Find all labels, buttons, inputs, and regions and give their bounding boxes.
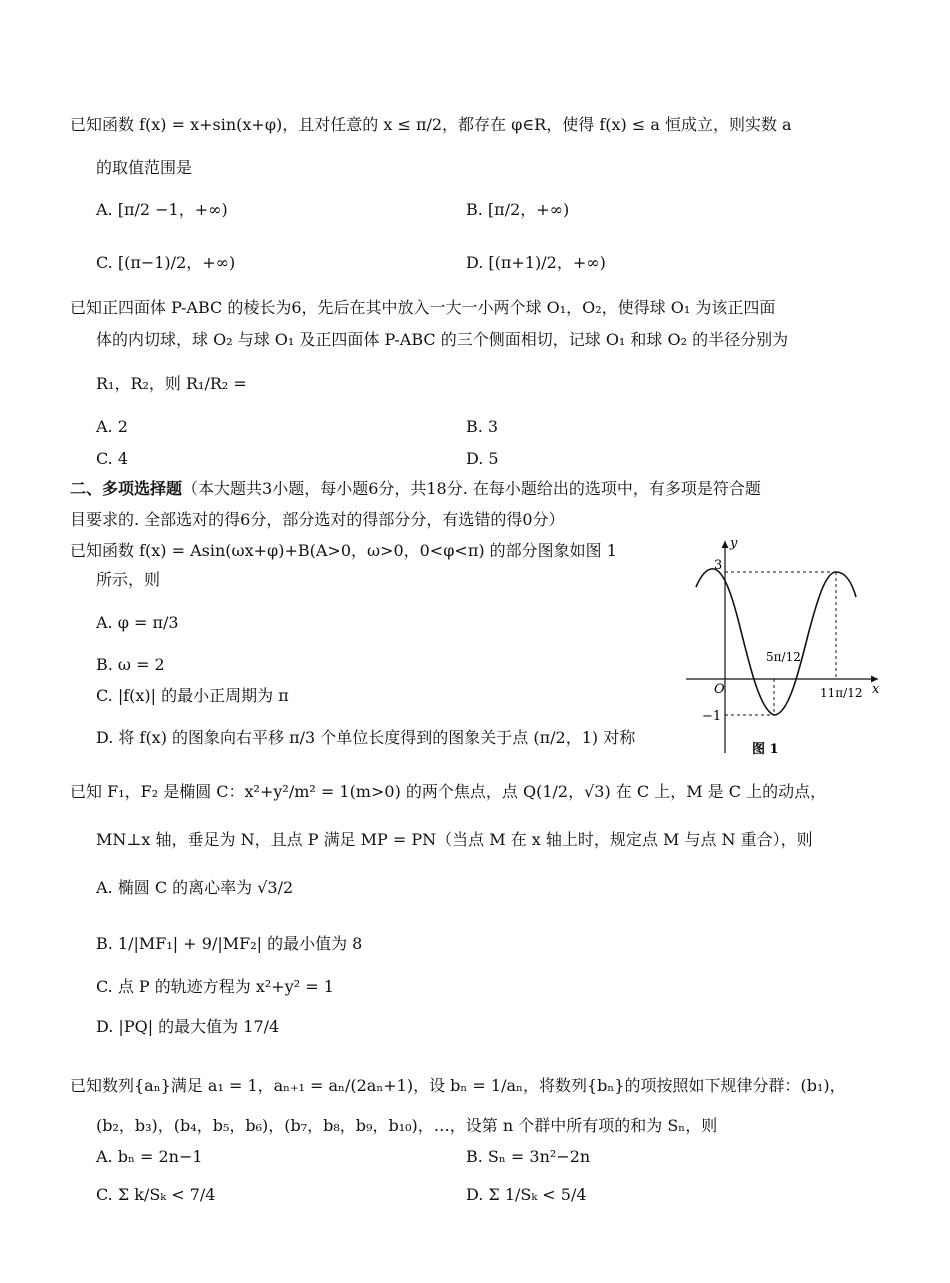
q10-option-b: B. 1/|MF₁| + 9/|MF₂| 的最小值为 8 [96,934,363,953]
y-axis-label: y [730,536,738,551]
y-min-label: −1 [702,709,722,724]
q7-option-d: D. [(π+1)/2，+∞) [466,253,606,272]
figure-1-graph [680,535,890,765]
q11-stem-line2: (b₂，b₃)，(b₄，b₅，b₆)，(b₇，b₈，b₉，b₁₀)，…，设第 n 个群中所有项的和为 Sₙ，则 [96,1116,718,1135]
q8-option-d: D. 5 [466,449,499,468]
q11-stem-line1: 已知数列{aₙ}满足 a₁ = 1，aₙ₊₁ = aₙ/(2aₙ+1)，设 bₙ = 1/aₙ，将数列{bₙ}的项按照如下规律分群：(b₁)， [70,1076,846,1095]
q10-option-c: C. 点 P 的轨迹方程为 x²+y² = 1 [96,977,334,996]
x-axis-label: x [872,682,880,697]
x-mark-5pi-12: 5π/12 [766,650,801,664]
q10-option-a: A. 椭圆 C 的离心率为 √3/2 [96,878,294,897]
q8-stem-line1: 已知正四面体 P-ABC 的棱长为6，先后在其中放入一大一小两个球 O₁，O₂，使得球 O₁ 为该正四面 [70,298,776,317]
q10-stem-line1: 已知 F₁，F₂ 是椭圆 C：x²+y²/m² = 1(m>0) 的两个焦点，点 Q(1/2，√3) 在 C 上，M 是 C 上的动点， [70,782,827,801]
q8-stem-line3: R₁，R₂，则 R₁/R₂ = [96,374,247,393]
q9-option-b: B. ω = 2 [96,655,165,674]
q9-stem-line1: 已知函数 f(x) = Asin(ωx+φ)+B(A>0，ω>0，0<φ<π) 的部分图象如图 1 [70,541,617,560]
q8-option-b: B. 3 [466,417,499,436]
q10-stem-line2: MN⊥x 轴，垂足为 N，且点 P 满足 MP = PN（当点 M 在 x 轴上时，规定点 M 与点 N 重合），则 [96,830,813,849]
q7-stem-line2: 的取值范围是 [96,158,193,177]
q9-option-a: A. φ = π/3 [96,613,179,632]
q9-stem-line2: 所示，则 [96,570,161,589]
section2-header [70,479,761,498]
q9-option-c: C. |f(x)| 的最小正周期为 π [96,686,289,705]
section2-desc-line1: （本大题共3小题，每小题6分，共18分. 在每小题给出的选项中，有多项是符合题 [182,479,761,498]
q7-stem-line1: 已知函数 f(x) = x+sin(x+φ)，且对任意的 x ≤ π/2，都存在 φ∈R，使得 f(x) ≤ a 恒成立，则实数 a [70,115,792,134]
q8-option-c: C. 4 [96,449,129,468]
q10-option-d: D. |PQ| 的最大值为 17/4 [96,1017,280,1036]
q8-stem-line2: 体的内切球，球 O₂ 与球 O₁ 及正四面体 P-ABC 的三个侧面相切，记球 O₁ 和球 O₂ 的半径分别为 [96,330,789,349]
q11-option-c: C. Σ k/Sₖ < 7/4 [96,1185,216,1204]
q7-option-b: B. [π/2，+∞) [466,200,570,219]
y-max-label: 3 [714,558,723,573]
q11-option-a: A. bₙ = 2n−1 [96,1147,203,1166]
q7-option-a: A. [π/2 −1，+∞) [96,200,228,219]
section2-title: 二、多项选择题 [70,479,183,498]
x-mark-11pi-12: 11π/12 [820,686,863,700]
q8-option-a: A. 2 [96,417,128,436]
q7-option-c: C. [(π−1)/2，+∞) [96,253,236,272]
origin-label: O [714,682,725,697]
q9-option-d: D. 将 f(x) 的图象向右平移 π/3 个单位长度得到的图象关于点 (π/2，1) 对称 [96,728,636,747]
figure-caption: 图 1 [752,742,779,757]
section2-desc-line2: 目要求的. 全部选对的得6分，部分选对的得部分分，有选错的得0分） [70,510,565,529]
q11-option-b: B. Sₙ = 3n²−2n [466,1147,591,1166]
q11-option-d: D. Σ 1/Sₖ < 5/4 [466,1185,587,1204]
